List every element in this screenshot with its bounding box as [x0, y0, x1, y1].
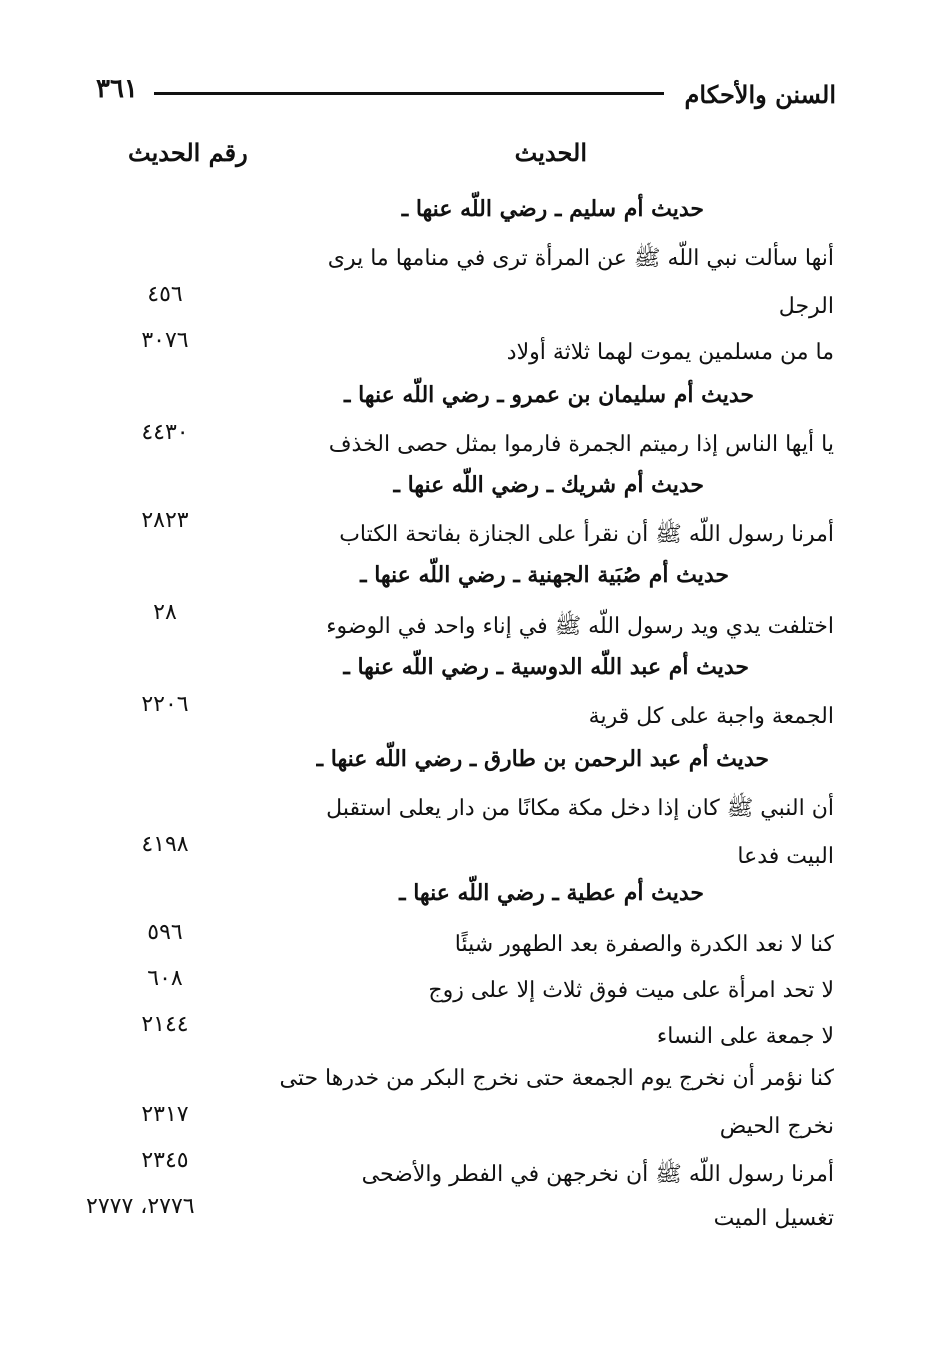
table-row [90, 508, 834, 560]
table-row [90, 880, 834, 924]
hadith-number: ٢٨ [153, 600, 177, 625]
hadith-text: أمرنا رسول اللّه ﷺ أن نقرأ على الجنازة بفاتحة الكتاب [339, 522, 834, 547]
hadith-column-header: الحديث [514, 138, 587, 167]
table-row [90, 746, 834, 790]
hadith-text: البيت فدعا [737, 844, 834, 869]
hadith-text: لا جمعة على النساء [656, 1024, 834, 1049]
table-row [90, 600, 834, 652]
table-row [90, 1012, 834, 1064]
section-heading: حديث أم سليم ـ رضي اللّه عنها ـ [401, 196, 704, 222]
table-row [90, 832, 834, 884]
section-heading: حديث أم عطية ـ رضي اللّه عنها ـ [399, 880, 704, 906]
hadith-text: تغسيل الميت [713, 1206, 834, 1231]
hadith-text: كنا نؤمر أن نخرج يوم الجمعة حتى نخرج البكر من خدرها حتى [279, 1066, 834, 1091]
hadith-number: ٤٥٦ [147, 282, 183, 307]
hadith-number: ٥٩٦ [147, 920, 183, 945]
section-heading: حديث أم صُبَية الجهنية ـ رضي اللّه عنها ـ [360, 562, 729, 588]
hadith-text: اختلفت يدي ويد رسول اللّه ﷺ في إناء واحد في الوضوء [326, 614, 834, 639]
section-heading: حديث أم شريك ـ رضي اللّه عنها ـ [393, 472, 704, 498]
hadith-number: ٢٧٧٦، ٢٧٧٧ [86, 1194, 195, 1219]
hadith-text: الرجل [778, 294, 834, 319]
number-column-header: رقم الحديث [128, 138, 248, 167]
section-heading: حديث أم عبد الرحمن بن طارق ـ رضي اللّه عنها ـ [316, 746, 769, 772]
hadith-number: ٤١٩٨ [141, 832, 189, 857]
hadith-text: لا تحد امرأة على ميت فوق ثلاث إلا على زوج [428, 978, 834, 1003]
hadith-text: أنها سألت نبي اللّه ﷺ عن المرأة ترى في منامها ما يرى [327, 246, 834, 271]
hadith-text: أمرنا رسول اللّه ﷺ أن نخرجهن في الفطر والأضحى [361, 1162, 834, 1187]
hadith-text: نخرج الحيض [719, 1114, 834, 1139]
table-row [86, 1194, 834, 1246]
table-row [90, 196, 834, 240]
hadith-number: ٦٠٨ [147, 966, 183, 991]
table-row [90, 328, 834, 380]
hadith-number: ٢١٤٤ [141, 1012, 189, 1037]
hadith-text: يا أيها الناس إذا رميتم الجمرة فارموا بمثل حصى الخذف [328, 432, 834, 457]
section-heading: حديث أم عبد اللّه الدوسية ـ رضي اللّه عنها ـ [343, 654, 749, 680]
hadith-number: ٢٣٤٥ [141, 1148, 189, 1173]
hadith-text: أن النبي ﷺ كان إذا دخل مكة مكانًا من دار يعلى استقبل [326, 796, 834, 821]
header-rule [154, 92, 664, 95]
section-heading: حديث أم سليمان بن عمرو ـ رضي اللّه عنها ـ [344, 382, 754, 408]
hadith-text: الجمعة واجبة على كل قرية [588, 704, 834, 729]
hadith-number: ٢٣١٧ [141, 1102, 189, 1127]
table-row [90, 692, 834, 744]
table-row [90, 420, 834, 472]
hadith-number: ٣٠٧٦ [141, 328, 189, 353]
page-number: ٣٦١ [96, 74, 138, 104]
hadith-number: ٤٤٣٠ [141, 420, 189, 445]
page-header [96, 72, 836, 112]
hadith-number: ٢٢٠٦ [141, 692, 189, 717]
book-title: السنن والأحكام [684, 80, 836, 109]
hadith-text: ما من مسلمين يموت لهما ثلاثة أولاد [506, 340, 834, 365]
hadith-number: ٢٨٢٣ [141, 508, 189, 533]
hadith-text: كنا لا نعد الكدرة والصفرة بعد الطهور شيئًا [454, 932, 834, 957]
